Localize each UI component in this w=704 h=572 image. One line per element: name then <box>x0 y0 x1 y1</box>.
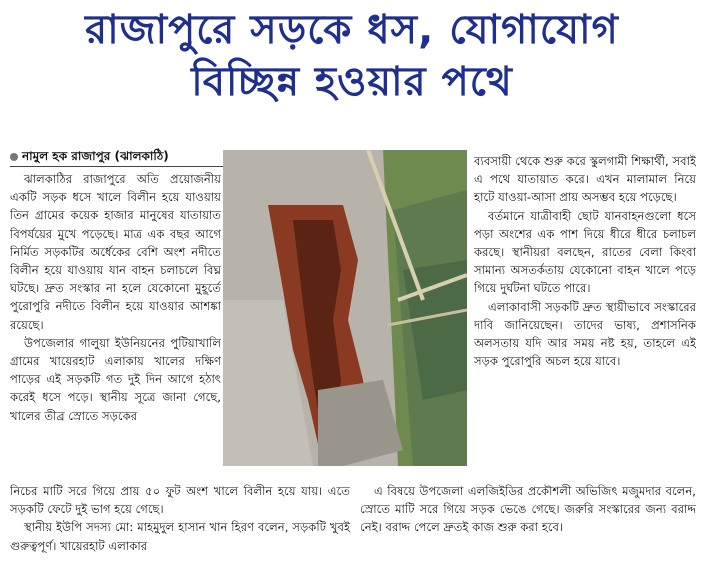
byline <box>10 148 225 167</box>
headline-line-1: রাজাপুরে সড়কে ধস, যোগাযোগ <box>85 7 619 53</box>
paragraph: বর্তমানে যাত্রীবাহী ছোট যানবাহনগুলো ধসে পড়া অংশের এক পাশ দিয়ে ধীরে ধীরে চলাচল করছে। স্থানীয়রা বলছেন, রাতের বেলা কিংবা সামান্য অসতর্কতায় যেকোনো বাহন খালে পড়ে গিয়ে দুর্ঘটনা ঘটতে পারে। <box>474 208 696 296</box>
paragraph: ব্যবসায়ী থেকে শুরু করে স্কুলগামী শিক্ষার্থী, সবাই এ পথে যাতায়াত করে। এখন মালামাল নিয়ে হাটে যাওয়া-আসা প্রায় অসম্ভব হয়ে পড়েছে। <box>474 154 696 205</box>
paragraph: নিচের মাটি সরে গিয়ে প্রায় ৫০ ফুট অংশ খালে বিলীন হয়ে যায়। এতে সড়কটি ফেটে দুই ভাগ হয়ে গেছে। <box>10 484 350 517</box>
bottom-left <box>10 482 350 555</box>
article-column-left <box>10 170 221 482</box>
news-photo <box>223 150 467 466</box>
byline-text: নামুল হক রাজাপুর (ঝালকাঠি) <box>22 149 169 163</box>
road-collapse-photo <box>223 150 467 466</box>
bullet-icon <box>10 153 18 161</box>
paragraph: স্থানীয় ইউপি সদস্য মো: মাহমুদুল হাসান খান হিরণ বলেন, সড়কটি খুবই গুরুত্বপূর্ণ। খায়েরহাট এলাকার <box>10 520 350 553</box>
bottom-right <box>360 482 696 555</box>
paragraph: এ বিষয়ে উপজেলা এলজিইডির প্রকৌশলী অভিজিৎ মজুমদার বলেন, স্রোতে মাটি সরে গিয়ে সড়ক ভেঙে গেছে। জরুরি সংস্কারের জন্য বরাদ্দ নেই। বরাদ্দ পেলে দ্রুতই কাজ শুরু করা হবে। <box>360 484 696 535</box>
article-bottom <box>10 482 696 570</box>
headline-line-2: বিচ্ছিন্ন হওয়ার পথে <box>191 59 513 105</box>
paragraph: উপজেলার গালুয়া ইউনিয়নের পুটিয়াখালি গ্রামের খায়েরহাট এলাকায় খালের দক্ষিণ পাড়ের এই সড়কটি গত দুই দিন আগে হঠাৎ করেই ধসে পড়ে। স্থানীয় সূত্রে জানা গেছে, খালের তীব্র স্রোতে সড়কের <box>10 335 221 423</box>
paragraph: এলাকাবাসী সড়কটি দ্রুত স্থায়ীভাবে সংস্কারের দাবি জানিয়েছেন। তাদের ভাষ্য, প্রশাসনিক অলসতায় যদি আর সময় নষ্ট হয়, তাহলে এই সড়ক পুরোপুরি অচল হয়ে যাবে। <box>474 299 696 369</box>
headline <box>0 4 704 108</box>
article-column-right <box>474 152 696 500</box>
paragraph: ঝালকাঠির রাজাপুরে অতি প্রয়োজনীয় একটি সড়ক ধসে খালে বিলীন হয়ে যাওয়ায় তিন গ্রামের কয়েক হাজার মানুষের যাতায়াত বিপর্যয়ের মুখে পড়েছে। মাত্র এক বছর আগে নির্মিত সড়কটির অর্ধেকের বেশি অংশ নদীতে বিলীন হয়ে যাওয়ায় যান বাহন চলাচলে বিঘ্ন ঘটছে। দ্রুত সংস্কার না হলে যেকোনো মুহূর্তে পুরোপুরি নদীতে বিলীন হয়ে যাওয়ার আশঙ্কা রয়েছে। <box>10 172 221 332</box>
